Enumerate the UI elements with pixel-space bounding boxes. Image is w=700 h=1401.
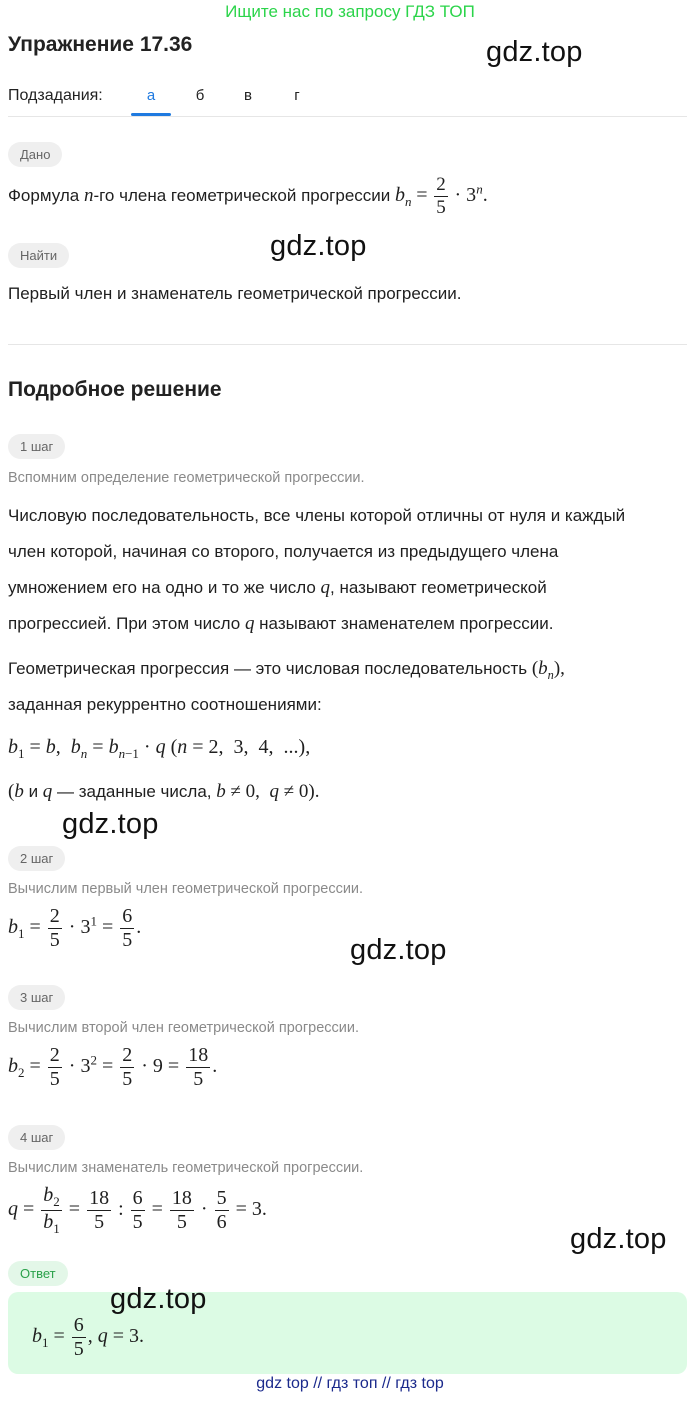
page-title: Упражнение 17.36: [8, 33, 193, 56]
step-3-badge: 3 шаг: [8, 985, 65, 1010]
subtasks-label: Подзадания:: [8, 87, 103, 104]
step-1-line: прогрессией. При этом число q называют знаменателем прогрессии.: [8, 613, 554, 634]
recurrence-formula: $b_1 = b$, $b_n = b_{n-1} \cdot q$ (n = 2, 3, 4, ...),: [8, 736, 311, 761]
watermark: gdz.top: [350, 934, 447, 966]
answer-badge: Ответ: [8, 1261, 68, 1286]
tab-v[interactable]: в: [244, 87, 252, 104]
watermark: gdz.top: [486, 36, 583, 68]
step-2-badge: 2 шаг: [8, 846, 65, 871]
step-1-line: заданная рекуррентно соотношениями:: [8, 695, 322, 714]
step-1-note: (b и q — заданные числа, b ≠ 0, q ≠ 0).: [8, 781, 320, 802]
answer-formula: $b_1$ = $\frac{6}{5}$ , q = 3.: [32, 1314, 145, 1360]
given-badge: Дано: [8, 142, 62, 167]
step-4-hint: Вычислим знаменатель геометрической прогрессии.: [8, 1160, 364, 1176]
watermark: gdz.top: [62, 808, 159, 840]
tab-a[interactable]: а: [146, 87, 156, 104]
watermark: gdz.top: [270, 230, 367, 262]
step-1-line: умножением его на одно и то же число q, называют геометрической: [8, 577, 547, 598]
tab-b[interactable]: б: [195, 87, 205, 104]
find-text: Первый член и знаменатель геометрической прогрессии.: [8, 284, 462, 303]
step-2-hint: Вычислим первый член геометрической прогрессии.: [8, 881, 364, 897]
find-badge: Найти: [8, 243, 69, 268]
step-3-hint: Вычислим второй член геометрической прогрессии.: [8, 1020, 360, 1036]
top-banner: Ищите нас по запросу ГДЗ ТОП: [225, 2, 475, 21]
given-text: Формула n-го члена геометрической прогрессии $b_n$ = $\frac{2}{5}$ · $3^n$.: [8, 174, 488, 218]
step-1-badge: 1 шаг: [8, 434, 65, 459]
step-4-formula: q = $\frac{b_2}{b_1}$ = $\frac{18}{5}$ : $\frac{6}{5}$ = $\frac{18}{5}$ · $\frac{5}{6}$ = 3.: [8, 1184, 267, 1236]
watermark: gdz.top: [570, 1223, 667, 1255]
step-2-formula: $b_1$ = $\frac{2}{5}$ · $3^1$ = $\frac{6}{5}$ .: [8, 905, 142, 951]
tabs-divider: [8, 116, 687, 117]
tab-g[interactable]: г: [294, 87, 300, 104]
solution-title: Подробное решение: [8, 378, 222, 401]
step-4-badge: 4 шаг: [8, 1125, 65, 1150]
footer-links[interactable]: gdz top // гдз топ // гдз top: [256, 1375, 444, 1392]
step-1-line: Числовую последовательность, все члены которой отличны от нуля и каждый: [8, 506, 626, 525]
step-1-line: Геометрическая прогрессия — это числовая последовательность $(b_n)$,: [8, 658, 565, 682]
step-3-formula: $b_2$ = $\frac{2}{5}$ · $3^2$ = $\frac{2}{5}$ · 9 = $\frac{18}{5}$ .: [8, 1044, 218, 1090]
watermark: gdz.top: [110, 1283, 207, 1315]
step-1-line: член которой, начиная со второго, получается из предыдущего члена: [8, 542, 559, 561]
step-1-hint: Вспомним определение геометрической прогрессии.: [8, 470, 365, 486]
section-divider: [8, 344, 687, 345]
